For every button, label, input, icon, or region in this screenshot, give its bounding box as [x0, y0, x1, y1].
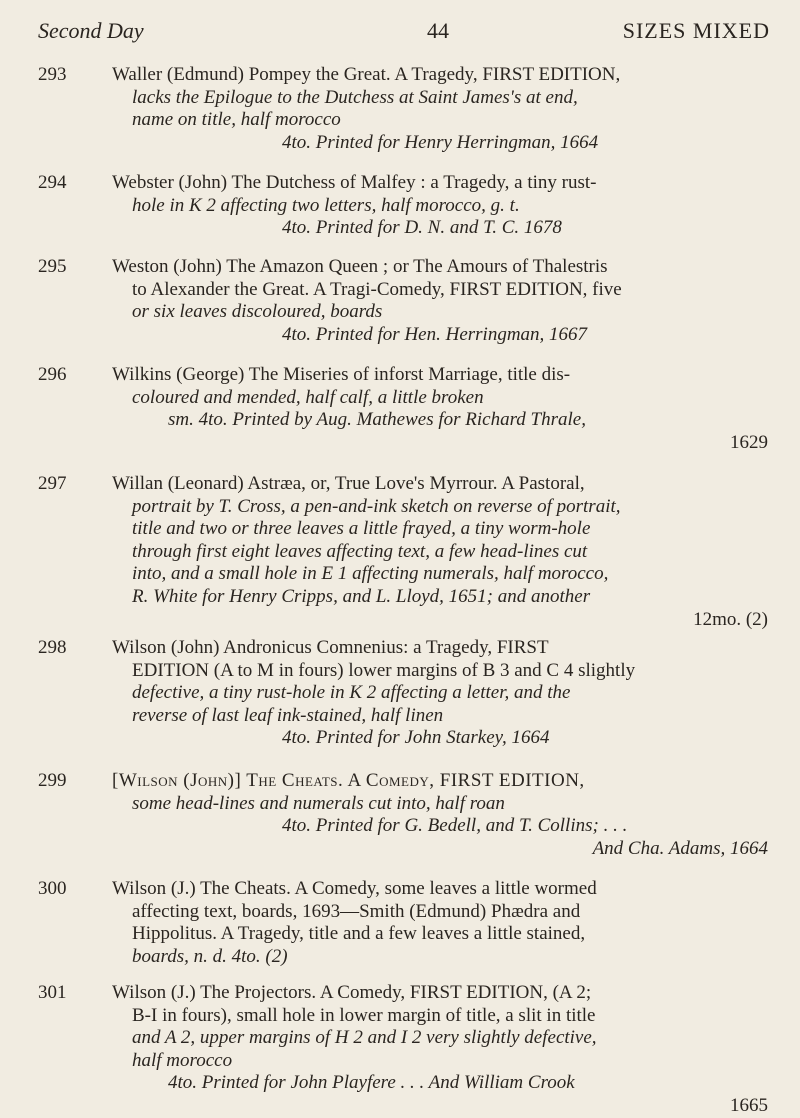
lot-description	[112, 637, 768, 750]
lot-number: 294	[38, 172, 67, 193]
lot-description	[112, 770, 768, 860]
lot-number: 301	[38, 982, 67, 1003]
lot-line: boards, n. d. 4to. (2)	[132, 945, 288, 967]
lot-line: title and two or three leaves a little frayed, a tiny worm-hole	[132, 518, 591, 540]
lot-line: [Wilson (John)] The Cheats. A Comedy, FIRST EDITION,	[112, 770, 585, 791]
running-header	[38, 18, 770, 46]
lot-number: 299	[38, 770, 67, 791]
lot-number: 295	[38, 256, 67, 277]
lot-line: to Alexander the Great. A Tragi-Comedy, FIRST EDITION, five	[132, 278, 622, 300]
lot-line: lacks the Epilogue to the Dutchess at Saint James's at end,	[132, 86, 578, 108]
lot-line: EDITION (A to M in fours) lower margins of B 3 and C 4 slightly	[132, 659, 636, 681]
lot-description	[112, 473, 768, 631]
lot-line: Weston (John) The Amazon Queen ; or The Amours of Thalestris	[112, 256, 608, 277]
lot-imprint: And Cha. Adams, 1664	[592, 837, 768, 859]
lot-imprint: 4to. Printed for Hen. Herringman, 1667	[282, 323, 588, 345]
lot-line: affecting text, boards, 1693—Smith (Edmund) Phædra and	[132, 900, 581, 922]
lot-line: R. White for Henry Cripps, and L. Lloyd, 1651; and another	[132, 585, 591, 607]
lot-line: Hippolitus. A Tragedy, title and a few leaves a little stained,	[132, 923, 586, 945]
lot-description	[112, 982, 768, 1118]
lot-line: Willan (Leonard) Astræa, or, True Love's Myrrour. A Pastoral,	[112, 473, 585, 494]
lot-line: into, and a small hole in E 1 affecting numerals, half morocco,	[132, 563, 609, 585]
lot-number: 300	[38, 878, 67, 899]
lot-imprint: sm. 4to. Printed by Aug. Mathewes for Richard Thrale,	[168, 409, 586, 431]
lot-line: Wilson (J.) The Projectors. A Comedy, FIRST EDITION, (A 2;	[112, 982, 592, 1003]
lot-number: 296	[38, 364, 67, 385]
lot-description	[112, 256, 768, 346]
lot-line: B-I in fours), small hole in lower margin of title, a slit in title	[132, 1004, 596, 1026]
lot-imprint: 4to. Printed for D. N. and T. C. 1678	[282, 217, 562, 239]
page-number: 44	[427, 18, 449, 43]
lot-imprint: 4to. Printed for John Starkey, 1664	[282, 727, 550, 749]
lot-line: defective, a tiny rust-hole in K 2 affecting a letter, and the	[132, 682, 571, 704]
header-day: Second Day	[38, 18, 144, 43]
lot-line: reverse of last leaf ink-stained, half linen	[132, 704, 444, 726]
lot-imprint: 4to. Printed for John Playfere . . . And William Crook	[168, 1072, 575, 1094]
lot-line: Wilson (J.) The Cheats. A Comedy, some leaves a little wormed	[112, 878, 597, 899]
lot-number: 297	[38, 473, 67, 494]
lot-line: hole in K 2 affecting two letters, half morocco, g. t.	[132, 194, 520, 216]
lot-imprint: 4to. Printed for Henry Herringman, 1664	[282, 131, 599, 153]
lot-line: Webster (John) The Dutchess of Malfey : a Tragedy, a tiny rust-	[112, 172, 597, 193]
lot-line: Wilkins (George) The Miseries of inforst Marriage, title dis-	[112, 364, 571, 385]
lot-number: 293	[38, 64, 67, 85]
lot-description	[112, 878, 768, 968]
lot-line: name on title, half morocco	[132, 109, 341, 131]
lot-line: some head-lines and numerals cut into, half roan	[132, 792, 505, 814]
lot-line: half morocco	[132, 1049, 233, 1071]
header-section: SIZES MIXED	[622, 18, 770, 43]
lot-line: through first eight leaves affecting text, a few head-lines cut	[132, 540, 588, 562]
lot-line: portrait by T. Cross, a pen-and-ink sketch on reverse of portrait,	[132, 495, 621, 517]
lot-description	[112, 364, 768, 454]
lot-line: and A 2, upper margins of H 2 and I 2 very slightly defective,	[132, 1027, 597, 1049]
lot-line: Waller (Edmund) Pompey the Great. A Tragedy, FIRST EDITION,	[112, 64, 621, 85]
lot-description	[112, 172, 768, 240]
lot-number: 298	[38, 637, 67, 658]
lot-line: or six leaves discoloured, boards	[132, 301, 383, 323]
lot-date: 1629	[730, 431, 768, 453]
lot-date: 1665	[730, 1094, 768, 1116]
lot-imprint: 4to. Printed for G. Bedell, and T. Collins; . . .	[282, 815, 628, 837]
lot-line: coloured and mended, half calf, a little broken	[132, 386, 484, 408]
lot-description	[112, 64, 768, 154]
lot-line: Wilson (John) Andronicus Comnenius: a Tragedy, FIRST	[112, 637, 549, 658]
lot-format: 12mo. (2)	[693, 608, 768, 630]
